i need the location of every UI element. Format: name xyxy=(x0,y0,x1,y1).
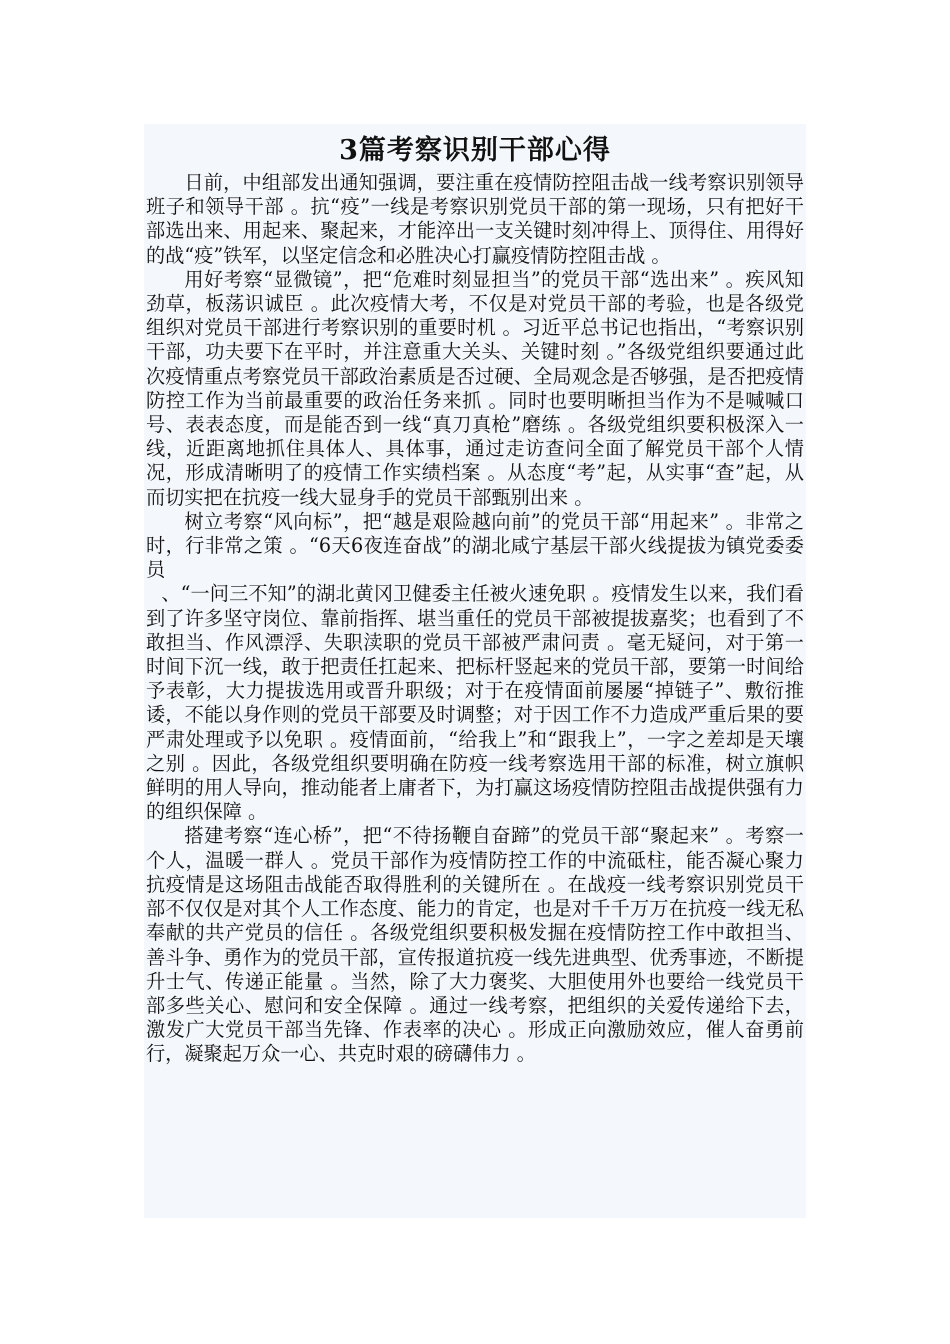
paragraph-weathervane-continued: 、“一问三不知”的湖北黄冈卫健委主任被火速免职 。疫情发生以来，我们看到了许多坚守岗位、靠前指挥、堪当重任的党员干部被提拔嘉奖；也看到了不敢担当、作风漂浮、失职渎职的党员干部被严肃问责 。毫无疑问，对于第一时间下沉一线，敢于把责任扛起来、把标杆竖起来的党员干部，要第一时间给予表彰，大力提拔选用或晋升职级；对于在疫情面前屡屡“掉链子”、敷衍推诿，不能以身作则的党员干部要及时调整；对于因工作不力造成严重后果的要严肃处理或予以免职 。疫情面前，“给我上”和“跟我上”，一字之差却是天壤之别 。因此，各级党组织要明确在防疫一线考察选用干部的标准，树立旗帜鲜明的用人导向，推动能者上庸者下，为打赢这场疫情防控阻击战提供强有力的组织保障 。 xyxy=(146,582,804,824)
paragraph-bridge: 搭建考察“连心桥”，把“不待扬鞭自奋蹄”的党员干部“聚起来” 。考察一个人，温暖一群人 。党员干部作为疫情防控工作的中流砥柱，能否凝心聚力抗疫情是这场阻击战能否取得胜利的关键所在 。在战疫一线考察识别党员干部不仅仅是对其个人工作态度、能力的肯定，也是对千千万万在抗疫一线无私奉献的共产党员的信任 。各级党组织要积极发掘在疫情防控工作中敢担当、善斗争、勇作为的党员干部，宣传报道抗疫一线先进典型、优秀事迹，不断提升士气、传递正能量 。当然，除了大力褒奖、大胆使用外也要给一线党员干部多些关心、慰问和安全保障 。通过一线考察，把组织的关爱传递给下去，激发广大党员干部当先锋、作表率的决心 。形成正向激励效应，催人奋勇前行，凝聚起万众一心、共克时艰的磅礴伟力 。 xyxy=(146,824,804,1066)
document-body xyxy=(144,124,806,1218)
document-title: 3篇考察识别干部心得 xyxy=(339,135,611,166)
paragraph-microscope: 用好考察“显微镜”，把“危难时刻显担当”的党员干部“选出来” 。疾风知劲草，板荡识诚臣 。此次疫情大考，不仅是对党员干部的考验，也是各级党组织对党员干部进行考察识别的重要时机 。习近平总书记也指出，“考察识别干部，功夫要下在平时，并注意重大关头、关键时刻 。”各级党组织要通过此次疫情重点考察党员干部政治素质是否过硬、全局观念是否够强，是否把疫情防控工作为当前最重要的政治任务来抓 。同时也要明晰担当作为不是喊喊口号、表表态度，而是能否到一线“真刀真枪”磨练 。各级党组织要积极深入一线，近距离地抓住具体人、具体事，通过走访查问全面了解党员干部个人情况，形成清晰明了的疫情工作实绩档案 。从态度“考”起，从实事“查”起，从而切实把在抗疫一线大显身手的党员干部甄别出来 。 xyxy=(146,267,804,509)
paragraph-intro: 日前，中组部发出通知强调，要注重在疫情防控阻击战一线考察识别领导班子和领导干部 。抗“疫”一线是考察识别党员干部的第一现场，只有把好干部选出来、用起来、聚起来，才能淬出一支关键时刻冲得上、顶得住、用得好的战“疫”铁军，以坚定信念和必胜决心打赢疫情防控阻击战 。 xyxy=(146,171,804,267)
paragraph-weathervane: 树立考察“风向标”，把“越是艰险越向前”的党员干部“用起来” 。非常之时，行非常之策 。“6天6夜连奋战”的湖北咸宁基层干部火线提拔为镇党委委员 xyxy=(146,509,804,582)
